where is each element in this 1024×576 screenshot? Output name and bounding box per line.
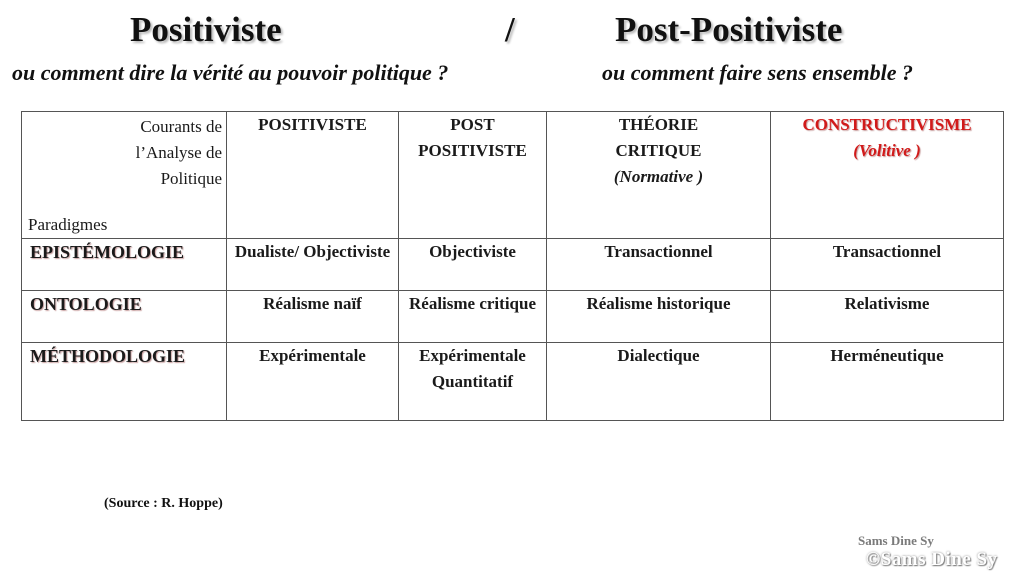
table-cell: Relativisme: [771, 291, 1004, 343]
corner-courants: Courants de l’Analyse de Politique: [135, 117, 222, 188]
table-header-row: [22, 112, 1004, 239]
table-cell: Expérimentale: [227, 343, 399, 421]
row-label-methodologie: MÉTHODOLOGIE: [22, 343, 227, 421]
subtitle-left: ou comment dire la vérité au pouvoir politique ?: [12, 60, 449, 85]
table-row: [22, 239, 1004, 291]
table-cell: Transactionnel: [547, 239, 771, 291]
source-citation: (Source : R. Hoppe): [104, 496, 223, 511]
table-cell: Herméneutique: [771, 343, 1004, 421]
table-cell: Objectiviste: [399, 239, 547, 291]
row-label-epistemologie: EPISTÉMOLOGIE: [22, 239, 227, 291]
copyright-watermark: ©Sams Dine Sy: [866, 549, 998, 570]
table-cell: Expérimentale Quantitatif: [399, 343, 547, 421]
corner-paradigmes: Paradigmes: [28, 215, 108, 234]
corner-cell: [22, 112, 227, 239]
row-label-ontologie: ONTOLOGIE: [22, 291, 227, 343]
table-cell: Réalisme historique: [547, 291, 771, 343]
table-cell: Réalisme naïf: [227, 291, 399, 343]
table-row: [22, 343, 1004, 421]
title-separator: /: [505, 10, 515, 49]
title-post-positiviste: Post-Positiviste: [615, 10, 843, 49]
author-credit: Sams Dine Sy: [858, 533, 934, 548]
paradigm-table: [21, 111, 1004, 421]
column-header-positiviste: POSITIVISTE: [227, 112, 399, 239]
title-positiviste: Positiviste: [130, 10, 282, 49]
table-cell: Réalisme critique: [399, 291, 547, 343]
table-row: [22, 291, 1004, 343]
column-header-theorie-critique: THÉORIE CRITIQUE (Normative ): [547, 112, 771, 239]
column-header-constructivisme: CONSTRUCTIVISME (Volitive ): [771, 112, 1004, 239]
table-cell: Dialectique: [547, 343, 771, 421]
column-header-post-positiviste: POST POSITIVISTE: [399, 112, 547, 239]
table-cell: Dualiste/ Objectiviste: [227, 239, 399, 291]
table-cell: Transactionnel: [771, 239, 1004, 291]
subtitle-right: ou comment faire sens ensemble ?: [602, 60, 914, 85]
